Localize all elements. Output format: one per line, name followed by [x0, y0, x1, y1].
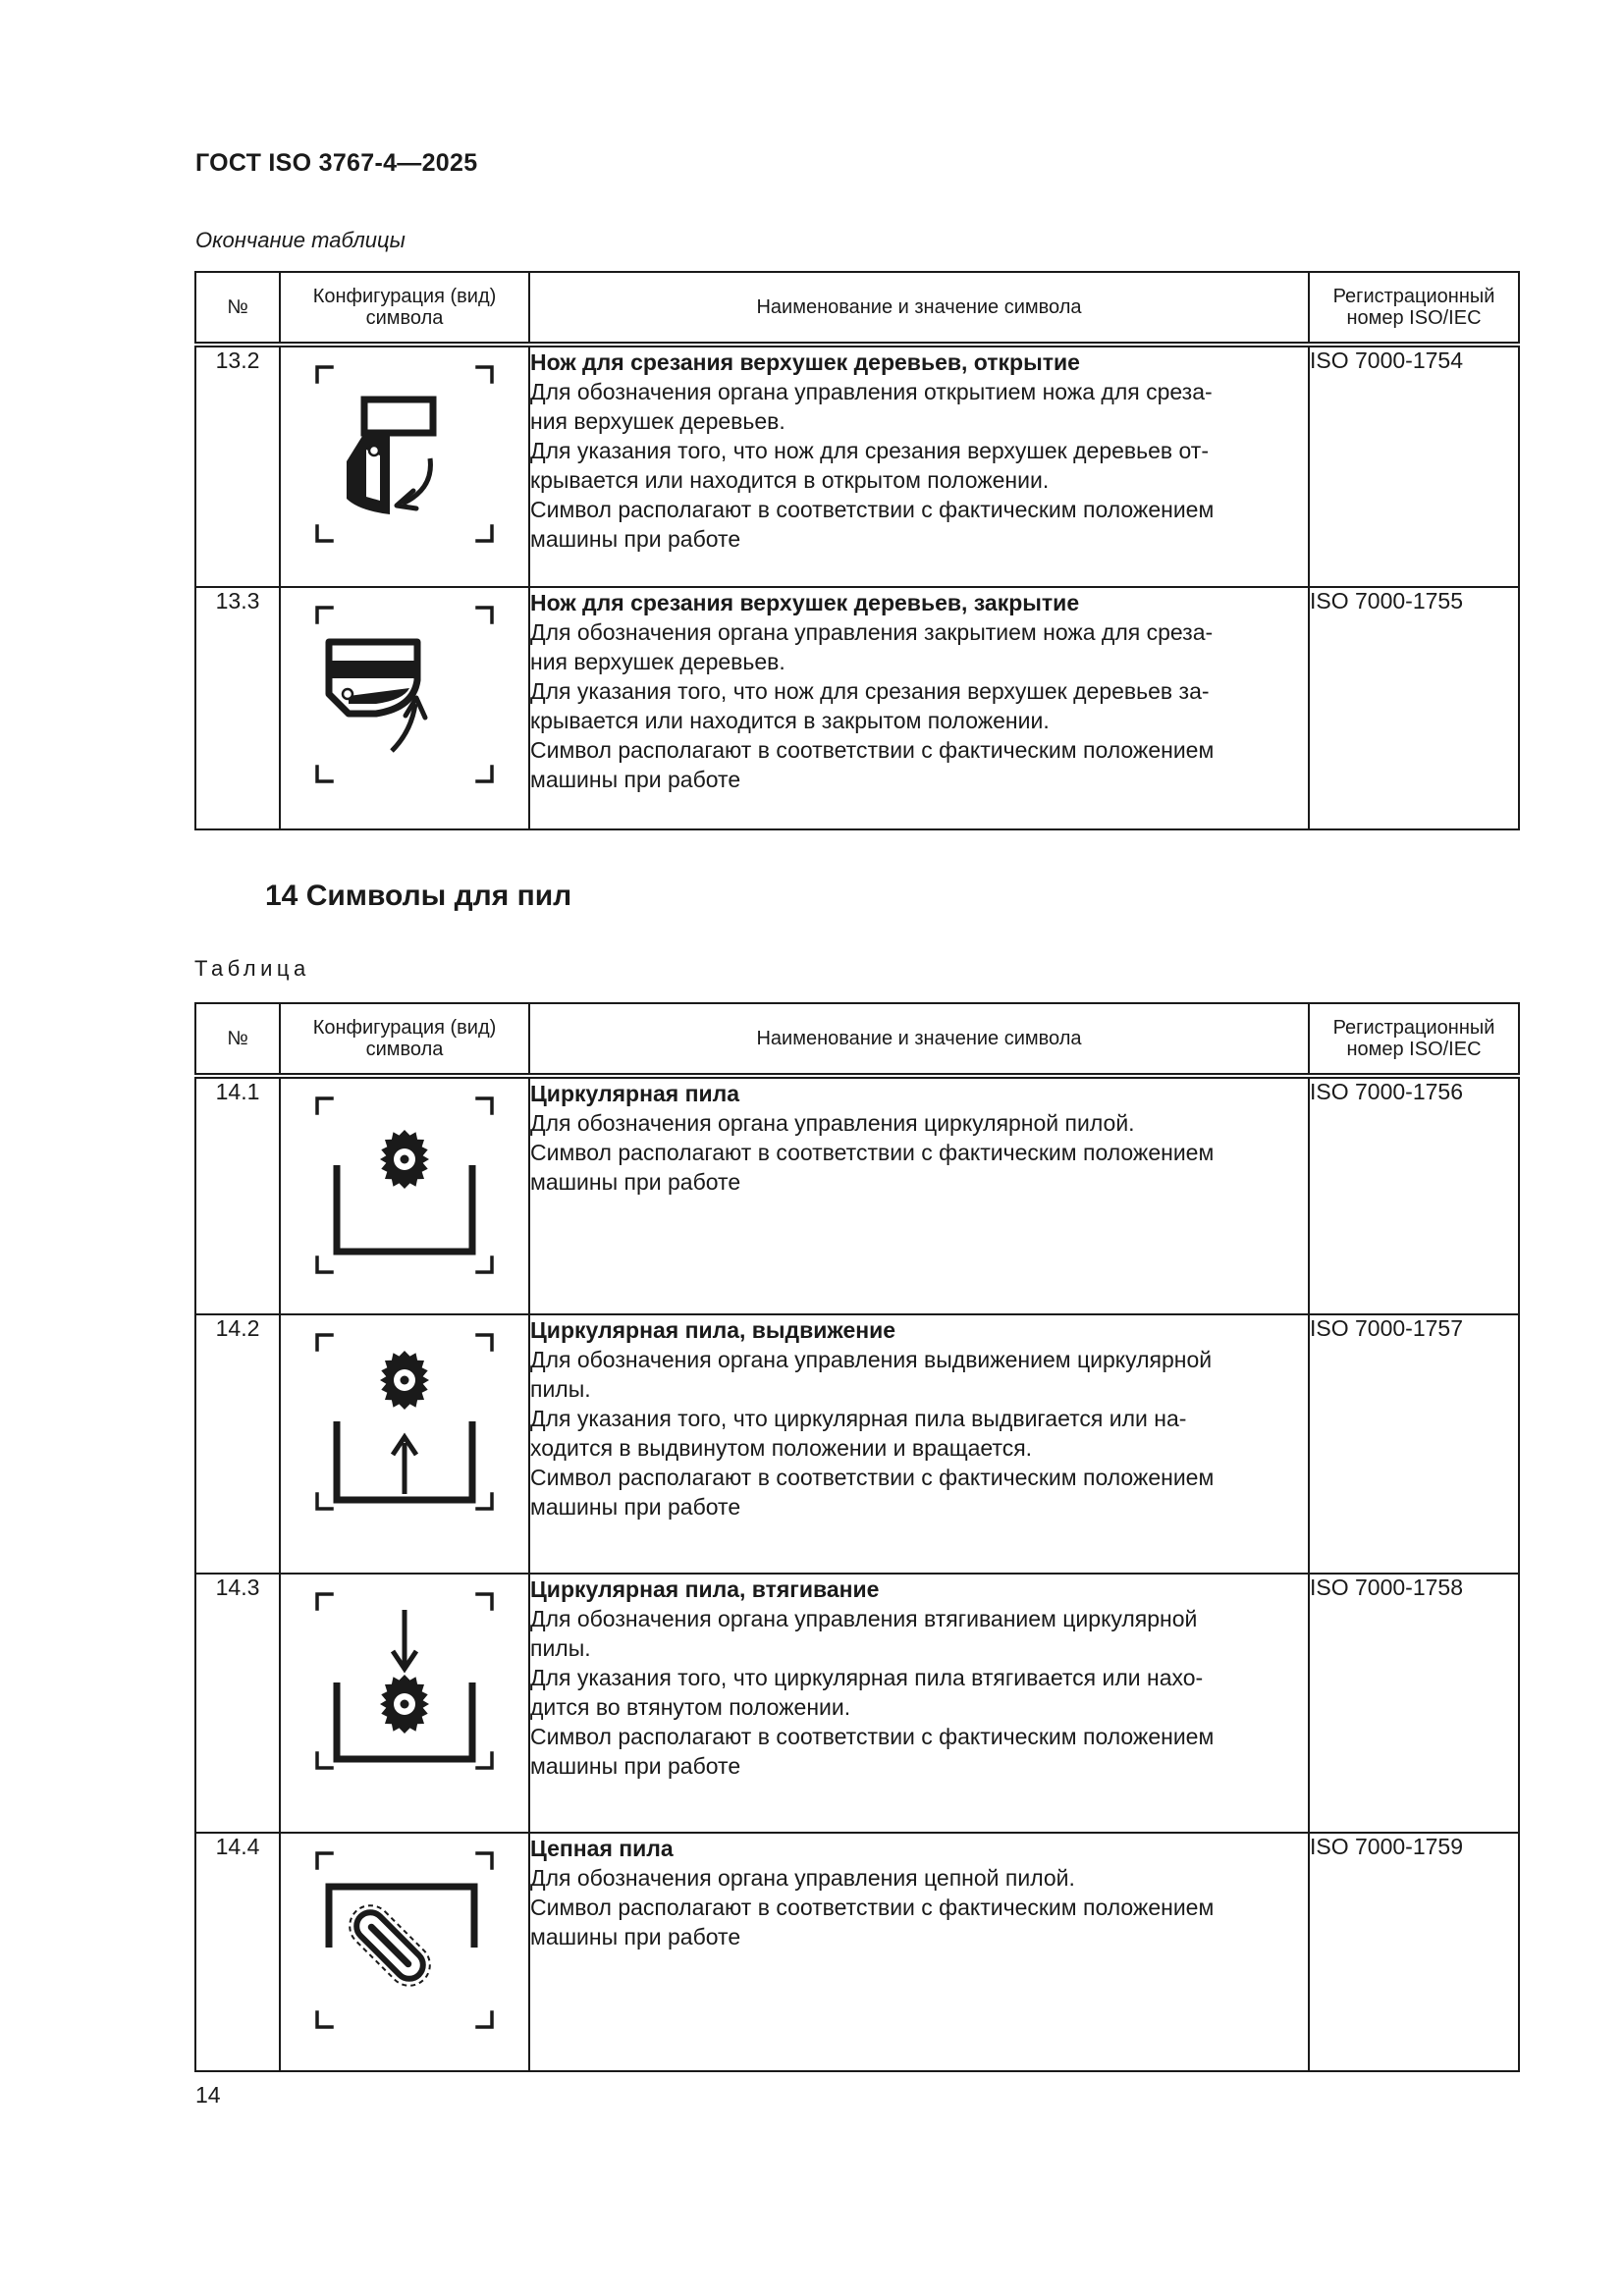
description-line: Для обозначения органа управления цепной пилой. — [530, 1865, 1075, 1891]
row-number: 14.2 — [195, 1314, 280, 1574]
description-line: Символ располагают в соответствии с фактическим положением — [530, 737, 1215, 763]
registration-number: ISO 7000-1759 — [1309, 1833, 1519, 2071]
table-row — [195, 1076, 1519, 1314]
column-header-num: № — [195, 272, 280, 345]
tree-topper-knife-close-icon — [315, 606, 494, 784]
description-line: дится во втянутом положении. — [530, 1694, 851, 1720]
symbol-cell — [280, 587, 529, 829]
description-line: машины при работе — [530, 526, 741, 552]
description-line: Для обозначения органа управления закрытием ножа для среза- — [530, 619, 1214, 645]
registration-number: ISO 7000-1758 — [1309, 1574, 1519, 1833]
row-number: 14.3 — [195, 1574, 280, 1833]
symbol-cell — [280, 1574, 529, 1833]
column-header-reg: Регистрационный номер ISO/IEC — [1309, 272, 1519, 345]
row-number: 14.4 — [195, 1833, 280, 2071]
column-header-config: Конфигурация (вид) символа — [280, 272, 529, 345]
symbol-title: Нож для срезания верхушек деревьев, закрытие — [530, 590, 1080, 615]
symbol-cell — [280, 345, 529, 587]
description-line: ходится в выдвинутом положении и вращается. — [530, 1435, 1033, 1461]
symbol-description — [529, 1574, 1309, 1833]
description-line: пилы. — [530, 1635, 591, 1661]
table-row — [195, 587, 1519, 829]
description-line: машины при работе — [530, 1494, 741, 1520]
description-line: Символ располагают в соответствии с фактическим положением — [530, 1724, 1215, 1749]
description-line: крывается или находится в закрытом положении. — [530, 708, 1050, 733]
table-row — [195, 345, 1519, 587]
symbol-cell — [280, 1833, 529, 2071]
row-number: 14.1 — [195, 1076, 280, 1314]
saw-symbols-table — [194, 1002, 1520, 2072]
symbol-title: Циркулярная пила, втягивание — [530, 1576, 880, 1602]
description-line: машины при работе — [530, 1753, 741, 1779]
page-number: 14 — [195, 2082, 221, 2108]
column-header-config: Конфигурация (вид) символа — [280, 1003, 529, 1076]
symbol-description — [529, 1314, 1309, 1574]
tree-topper-knife-open-icon — [315, 365, 494, 544]
description-line: машины при работе — [530, 1924, 741, 1949]
description-line: Для указания того, что циркулярная пила выдвигается или на- — [530, 1406, 1187, 1431]
description-line: Для обозначения органа управления открытием ножа для среза- — [530, 379, 1213, 404]
description-line: Символ располагают в соответствии с фактическим положением — [530, 1140, 1215, 1165]
registration-number: ISO 7000-1754 — [1309, 345, 1519, 587]
symbol-title: Нож для срезания верхушек деревьев, открытие — [530, 349, 1080, 375]
symbols-table-continuation — [194, 271, 1520, 830]
column-header-name: Наименование и значение символа — [529, 272, 1309, 345]
symbol-description — [529, 1076, 1309, 1314]
symbol-description — [529, 1833, 1309, 2071]
description-line: Для указания того, что циркулярная пила втягивается или нахо- — [530, 1665, 1204, 1690]
row-number: 13.2 — [195, 345, 280, 587]
registration-number: ISO 7000-1756 — [1309, 1076, 1519, 1314]
circular-saw-icon — [315, 1096, 494, 1275]
description-line: Для обозначения органа управления циркулярной пилой. — [530, 1110, 1135, 1136]
description-line: Для указания того, что нож для срезания верхушек деревьев от- — [530, 438, 1209, 463]
description-line: Для указания того, что нож для срезания верхушек деревьев за- — [530, 678, 1210, 704]
symbol-description — [529, 587, 1309, 829]
registration-number: ISO 7000-1755 — [1309, 587, 1519, 829]
symbol-title: Циркулярная пила — [530, 1081, 739, 1106]
description-line: Для обозначения органа управления выдвижением циркулярной — [530, 1347, 1213, 1372]
table-header-row — [195, 272, 1519, 345]
column-header-name: Наименование и значение символа — [529, 1003, 1309, 1076]
table-label: Таблица — [194, 956, 310, 981]
column-header-num: № — [195, 1003, 280, 1076]
document-code: ГОСТ ISO 3767-4—2025 — [195, 149, 478, 177]
description-line: крывается или находится в открытом положении. — [530, 467, 1050, 493]
table-continuation-label: Окончание таблицы — [195, 228, 406, 252]
table-row — [195, 1314, 1519, 1574]
symbol-title: Циркулярная пила, выдвижение — [530, 1317, 896, 1343]
circular-saw-extend-icon — [315, 1333, 494, 1512]
symbol-cell — [280, 1314, 529, 1574]
section-title: 14 Символы для пил — [265, 880, 572, 912]
column-header-reg: Регистрационный номер ISO/IEC — [1309, 1003, 1519, 1076]
description-line: машины при работе — [530, 767, 741, 792]
description-line: Символ располагают в соответствии с фактическим положением — [530, 1895, 1215, 1920]
table-header-row — [195, 1003, 1519, 1076]
description-line: машины при работе — [530, 1169, 741, 1195]
table-row — [195, 1574, 1519, 1833]
registration-number: ISO 7000-1757 — [1309, 1314, 1519, 1574]
description-line: Для обозначения органа управления втягиванием циркулярной — [530, 1606, 1198, 1631]
description-line: ния верхушек деревьев. — [530, 408, 785, 434]
symbol-cell — [280, 1076, 529, 1314]
description-line: Символ располагают в соответствии с фактическим положением — [530, 1465, 1215, 1490]
table-row — [195, 1833, 1519, 2071]
description-line: пилы. — [530, 1376, 591, 1402]
row-number: 13.3 — [195, 587, 280, 829]
circular-saw-retract-icon — [315, 1592, 494, 1771]
description-line: ния верхушек деревьев. — [530, 649, 785, 674]
chain-saw-icon — [315, 1851, 494, 2030]
symbol-title: Цепная пила — [530, 1836, 674, 1861]
description-line: Символ располагают в соответствии с фактическим положением — [530, 497, 1215, 522]
symbol-description — [529, 345, 1309, 587]
